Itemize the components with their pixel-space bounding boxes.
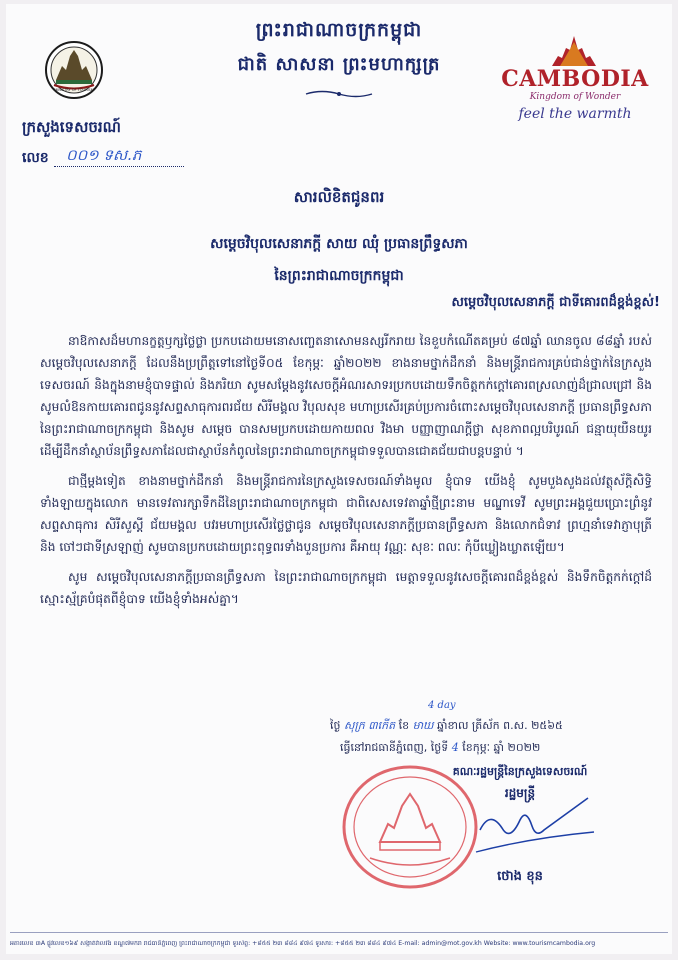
brand-tagline: Kingdom of Wonder (529, 92, 621, 102)
body-paragraph-2: ជាថ្មីម្តងទៀត ខាងនាមថ្នាក់ដឹកនាំ និងមន្ត្រីរាជការនៃក្រសួងទេសចរណ៍ទាំងមូល ខ្ញុំបាទ យើងខ្ញុំ សូមបួងសួងដល់វត្ថុស័ក្តិសិទ្ធិទាំងឡាយក្នុងលោក មានទេវតារក្សាទឹកដីនៃព្រះរាជាណាចក្រកម្ពុជា ជាពិសេសទេវតាឆ្នាំថ្មីព្រះនាម មណ្ឌាទេវី សូមព្រះអង្គជួយប្រោះព្រំនូវសព្ទសាធុការ សិរីសួស្តី ជ័យមង្គល បវរមហាប្រសើរថ្លៃថ្លាជូន សម្តេចវិបុលសេនាភក្តីប្រធានព្រឹទ្ធសភា និងលោកជំទាវ ព្រហ្មនាំទេវាភ្ញាបុត្រី និង ចៅៗជាទីស្រឡាញ់ សូមបានប្រកបដោយព្រះពុទ្ធពរទាំងបួនប្រការ គឺអាយុ វណ្ណៈ សុខៈ ពលៈ កុំបីឃ្លៀងឃ្លាតឡើយ។ (40, 474, 652, 554)
month-year: ខែកុម្ភៈ ឆ្នាំ ២០២២ (462, 741, 541, 754)
national-motto: ជាតិ សាសនា ព្រះមហាក្សត្រ (237, 54, 441, 75)
gregorian-date-line (340, 741, 540, 757)
body-paragraph-3: សូម សម្តេចវិបុលសេនាភក្តីប្រធានព្រឹទ្ធសភា នៃព្រះរាជាណាចក្រកម្ពុជា មេត្តាទទួលនូវសេចក្តីគោរពដ៏ខ្ពង់ខ្ពស់ និងទឹកចិត្តកក់ក្តៅដ៏ស្មោះស្ម័គ្របំផុតពីខ្ញុំបាទ យើងខ្ញុំទាំងអស់គ្នា។ (40, 570, 652, 606)
recipient-line-1: សម្តេចវិបុលសេនាភក្តី សាយ ឈុំ ប្រធានព្រឹទ្ធសភា (210, 236, 468, 252)
signatory-name: ថោង ខុន (497, 869, 543, 884)
footer-rule (10, 932, 668, 933)
letter-type-title: សារលិខិតជូនពរ (293, 188, 385, 206)
lunar-month-value: មាឃ (412, 719, 434, 732)
lunar-day-value: សុក្រ ៣កើត (343, 719, 396, 732)
handwritten-signature (470, 790, 600, 860)
lunar-year: ឆ្នាំខាល ត្រីស័ក ព.ស. ២៥៦៥ (437, 719, 563, 732)
brand-slogan: feel the warmth (518, 106, 632, 122)
place-prefix: ធ្វើនៅរាជធានីភ្នំពេញ, ថ្ងៃទី (340, 741, 449, 754)
reference-dotted-line (54, 166, 184, 167)
brand-name: CAMBODIA (501, 66, 649, 92)
lunar-day-prefix: ថ្ងៃ (330, 719, 341, 732)
day-value: 4 (451, 741, 459, 754)
reference-label: លេខ (22, 150, 49, 166)
footer-website: Website: www.tourismcambodia.org (483, 940, 596, 947)
ornament-flourish-icon (304, 89, 374, 99)
recipient-line-2: នៃព្រះរាជាណាចក្រកម្ពុជា (274, 268, 404, 284)
salutation: សម្តេចវិបុលសេនាភក្តី ជាទីគោរពដ៏ខ្ពង់ខ្ពស់! (451, 295, 660, 310)
handwritten-note: 4 day (428, 700, 456, 711)
footer-address: អគារលេខ ៣A ផ្លូវលេខ១៦៩ សង្កាត់វាលវង់ ខណ្ឌ៧មករា រាជធានីភ្នំពេញ ព្រះរាជាណាចក្រកម្ពុជា ទូរស័ព្ទ: +៨៥៥ ២៣ ៨៨៤ ៩៧៤ ទូរសារ: +៨៥៥ ២៣ ៨៨៤ ៩៧៤ (10, 940, 397, 947)
footer-contact (10, 940, 670, 949)
angkor-temple-icon (552, 36, 596, 66)
reference-number: ០០១ ទស.ភ (66, 146, 142, 164)
lunar-month-label: ខែ (398, 719, 410, 732)
ministry-name: ក្រសួងទេសចរណ៍ (22, 118, 121, 136)
letter-body (40, 330, 652, 618)
signature-scribble (470, 790, 600, 860)
lunar-date-line (330, 719, 563, 735)
cambodia-brand-logo (500, 36, 650, 126)
emblem-caption: MINISTRY OF TOURISM (54, 88, 94, 92)
signatory-title: គណៈរដ្ឋមន្ត្រីនៃក្រសួងទេសចរណ៍ (452, 765, 588, 778)
footer-email: E-mail: admin@mot.gov.kh (398, 940, 482, 947)
kingdom-title: ព្រះរាជាណាចក្រកម្ពុជា (255, 19, 423, 41)
body-paragraph-1: នាឱកាសដ៏មហានក្ខត្តឫក្សថ្លៃថ្លា ប្រកបដោយមនោសញ្ចេតនាសោមនស្សរីករាយ នៃខួបកំណើតគម្រប់ ៨៧ឆ្នាំ ឈានចូល ៨៨ឆ្នាំ របស់សម្តេចវិបុលសេនាភក្តី ដែលនឹងប្រព្រឹត្តទៅនៅថ្ងៃទី០៥ ខែកុម្ភៈ ឆ្នាំ២០២២ ខាងនាមថ្នាក់ដឹកនាំ និងមន្ត្រីរាជការគ្រប់ជាន់ថ្នាក់នៃក្រសួងទេសចរណ៍ និងក្នុងនាមខ្ញុំបាទផ្ទាល់ និងភរិយា សូមសម្តែងនូវសេចក្តីអំណរសាទរប្រកបដោយទឹកចិត្តកក់ក្តៅគោរពស្រលាញ់ដ៏ជ្រាលជ្រៅ និងសូមលំឱនកាយគោរពជូននូវសព្ទសាធុការពរជ័យ សិរីមង្គល វិបុលសុខ មហាប្រសើរគ្រប់ប្រការចំពោះសម្តេចវិបុលសេនាភក្តី ប្រធានព្រឹទ្ធសភា នៃព្រះរាជាណាចក្រកម្ពុជា និងសូម សម្តេច បានសមប្រកបដោយកាយពល វិងមា បញ្ញាញាណក្តីថ្លា សុខភាពល្អបរិបូរណ៍ ជន្មាយុយឺនយូរ ដើម្បីដឹកនាំស្ថាប័នព្រឹទ្ធសភាដែលជាស្ថាប័នកំពូលនៃព្រះរាជាណាចក្រកម្ពុជាទទួលបានជោគជ័យជាបន្តបន្ទាប់ ។ (40, 334, 652, 458)
motto-ornament (304, 84, 374, 94)
signatory-role: រដ្ឋមន្ត្រី (504, 786, 536, 800)
